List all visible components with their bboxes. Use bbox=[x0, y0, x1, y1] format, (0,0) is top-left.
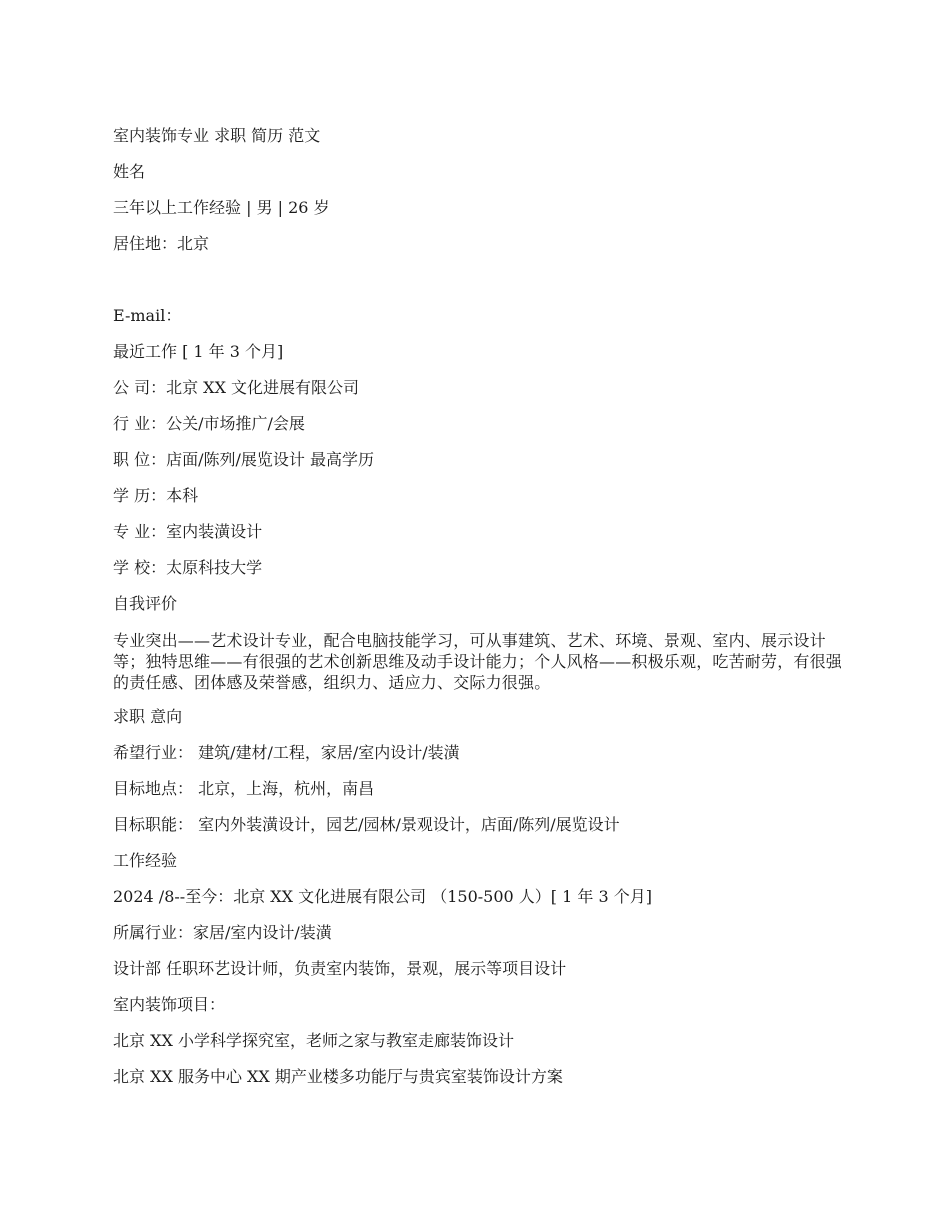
school: 学 校：太原科技大学 bbox=[113, 558, 263, 577]
recent-work: 最近工作 [ 1 年 3 个月] bbox=[113, 342, 284, 361]
work-experience-heading: 工作经验 bbox=[113, 851, 178, 870]
candidate-summary: 三年以上工作经验 | 男 | 26 岁 bbox=[113, 198, 330, 217]
resume-document bbox=[113, 126, 843, 1103]
job-intent-heading: 求职 意向 bbox=[113, 707, 183, 726]
target-function: 目标职能： 室内外装潢设计，园艺/园林/景观设计，店面/陈列/展览设计 bbox=[113, 815, 620, 834]
email-label: E-mail： bbox=[113, 306, 182, 325]
industry: 行 业：公关/市场推广/会展 bbox=[113, 414, 305, 433]
experience-period: 2024 /8--至今：北京 XX 文化进展有限公司 （150-500 人）[ 1 年 3 个月] bbox=[113, 887, 652, 906]
education: 学 历：本科 bbox=[113, 486, 199, 505]
self-evaluation-text: 专业突出——艺术设计专业，配合电脑技能学习，可从事建筑、艺术、环境、景观、室内、展示设计等；独特思维——有很强的艺术创新思维及动手设计能力；个人风格——积极乐观，吃苦耐劳，有很强的责任感、团体感及荣誉感，组织力、适应力、交际力很强。 bbox=[113, 631, 843, 692]
candidate-name: 姓名 bbox=[113, 162, 146, 181]
project-item: 北京 XX 小学科学探究室，老师之家与教室走廊装饰设计 bbox=[113, 1031, 514, 1050]
target-location: 目标地点： 北京，上海，杭州，南昌 bbox=[113, 779, 375, 798]
company: 公 司：北京 XX 文化进展有限公司 bbox=[113, 378, 360, 397]
position: 职 位：店面/陈列/展览设计 最高学历 bbox=[113, 450, 374, 469]
major: 专 业：室内装潢设计 bbox=[113, 522, 263, 541]
residence: 居住地：北京 bbox=[113, 234, 210, 253]
experience-industry: 所属行业：家居/室内设计/装潢 bbox=[113, 923, 332, 942]
project-item: 北京 XX 服务中心 XX 期产业楼多功能厅与贵宾室装饰设计方案 bbox=[113, 1067, 563, 1086]
desired-industry: 希望行业： 建筑/建材/工程，家居/室内设计/装潢 bbox=[113, 743, 460, 762]
experience-role: 设计部 任职环艺设计师，负责室内装饰，景观，展示等项目设计 bbox=[113, 959, 567, 978]
self-evaluation-heading: 自我评价 bbox=[113, 594, 178, 613]
document-title: 室内装饰专业 求职 简历 范文 bbox=[113, 126, 321, 145]
projects-heading: 室内装饰项目： bbox=[113, 995, 226, 1014]
